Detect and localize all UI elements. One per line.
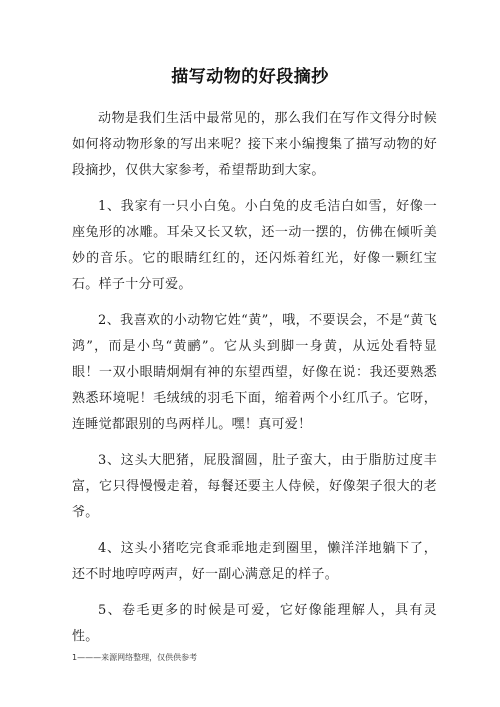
paragraph-curly: 5、卷毛更多的时候是可爱，它好像能理解人，具有灵性。 — [72, 603, 437, 644]
document-title: 描写动物的好段摘抄 — [171, 67, 329, 87]
paragraph-little-pig: 4、这头小猪吃完食乖乖地走到圈里，懒洋洋地躺下了，还不时地哼哼两声，好一副心满意足的样子。 — [72, 541, 437, 582]
page-footer: 1———来源网络整理，仅供供参考 — [72, 653, 198, 662]
document-body — [72, 106, 437, 660]
paragraph-fat-pig: 3、这头大肥猪，屁股溜圆，肚子蛮大，由于脂肪过度丰富，它只得慢慢走着，每餐还要主人侍候，好像架子很大的老爷。 — [72, 453, 437, 520]
paragraph-intro: 动物是我们生活中最常见的，那么我们在写作文得分时候如何将动物形象的写出来呢？接下来小编搜集了描写动物的好段摘抄，仅供大家参考，希望帮助到大家。 — [72, 111, 437, 178]
paragraph-rabbit: 1、我家有一只小白兔。小白兔的皮毛洁白如雪，好像一座兔形的冰雕。耳朵又长又软，还一动一摆的，仿佛在倾听美妙的音乐。它的眼睛红红的，还闪烁着红光，好像一颗红宝石。样子十分可爱。 — [72, 199, 437, 292]
paragraph-oriole: 2、我喜欢的小动物它姓“黄”，哦，不要误会，不是“黄飞鸿”，而是小鸟“黄鹂”。它从头到脚一身黄，从远处看特显眼！一双小眼睛炯炯有神的东望西望，好像在说：我还要熟悉熟悉环境呢！毛绒绒的羽毛下面，缩着两个小红爪子。它呀，连睡觉都跟别的鸟两样儿。嘿！真可爱！ — [72, 313, 437, 432]
